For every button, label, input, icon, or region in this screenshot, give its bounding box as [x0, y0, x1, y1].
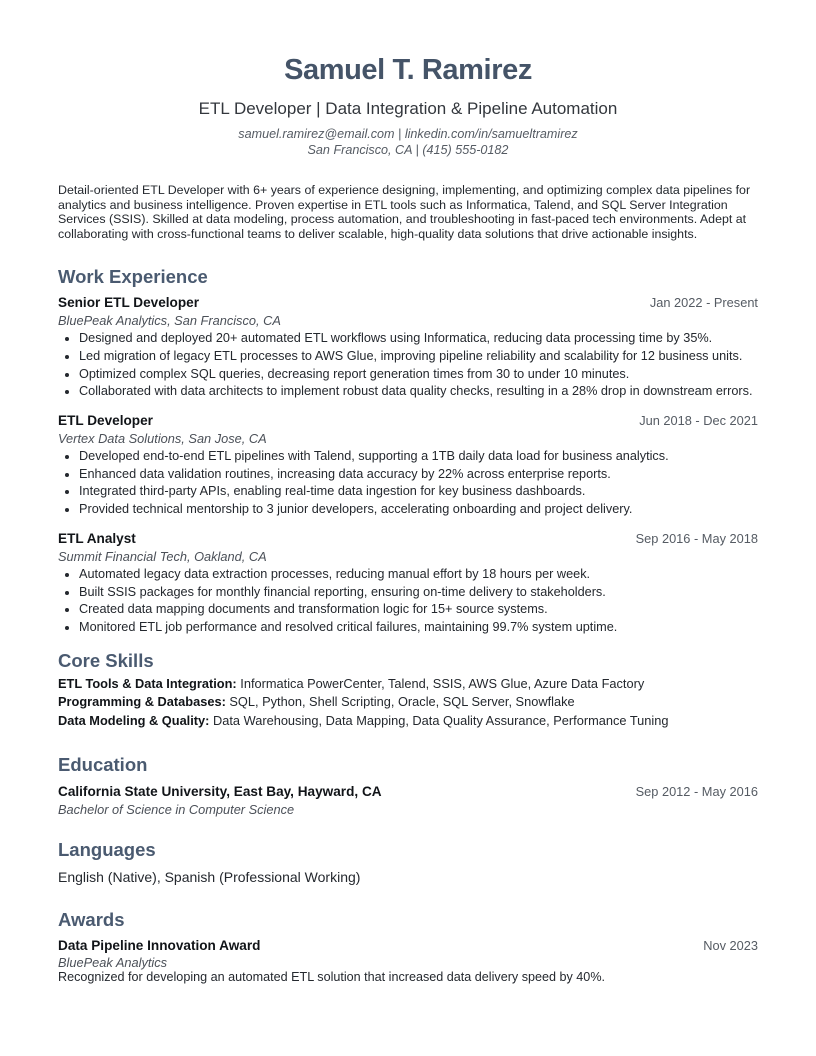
- award-organization: BluePeak Analytics: [58, 954, 168, 970]
- award-name: Data Pipeline Innovation Award: [58, 937, 261, 953]
- job-bullet: • Enhanced data validation routines, increasing data accuracy by 22% across enterprise reports.: [79, 467, 758, 482]
- job-bullets: [58, 449, 758, 517]
- skill-row: [58, 693, 758, 712]
- skill-label: ETL Tools & Data Integration:: [58, 675, 237, 691]
- job-bullet: • Provided technical mentorship to 3 junior developers, accelerating onboarding and project delivery.: [79, 502, 758, 517]
- job-entry: [58, 412, 758, 517]
- professional-summary: Detail-oriented ETL Developer with 6+ years of experience designing, implementing, and optimizing complex data pipelines for analytics and business intelligence. Proven expertise in ETL tools such as Informatica, Talend, and SQL Server Integration Services (SSIS). Skilled at data modeling, process automation, and troubleshooting in fast-paced tech environments. Adept at collaborating with cross-functional teams to deliver scalable, high-quality data solutions that drive actionable insights.: [58, 183, 751, 241]
- job-bullet: • Designed and deployed 20+ automated ETL workflows using Informatica, reducing data processing time by 35%.: [79, 331, 758, 346]
- job-title: ETL Developer: [58, 413, 153, 429]
- skill-value: SQL, Python, Shell Scripting, Oracle, SQL Server, Snowflake: [229, 694, 575, 710]
- skill-label: Data Modeling & Quality:: [58, 712, 210, 728]
- award-description: Recognized for developing an automated ETL solution that increased data delivery speed by 40%.: [58, 969, 606, 984]
- section-title: Awards: [58, 908, 125, 930]
- skill-label: Programming & Databases:: [58, 694, 226, 710]
- education-section: [58, 753, 758, 818]
- job-title: Senior ETL Developer: [58, 295, 200, 311]
- job-company: Vertex Data Solutions, San Jose, CA: [58, 431, 267, 447]
- job-bullet: • Optimized complex SQL queries, decreasing report generation times from 30 to under 10 minutes.: [79, 367, 758, 382]
- degree: Bachelor of Science in Computer Science: [58, 801, 295, 817]
- education-dates: Sep 2012 - May 2016: [635, 783, 758, 799]
- job-bullet: • Created data mapping documents and transformation logic for 15+ source systems.: [79, 602, 758, 617]
- job-bullet: • Integrated third-party APIs, enabling real-time data ingestion for key business dashboards.: [79, 484, 758, 499]
- job-company: Summit Financial Tech, Oakland, CA: [58, 548, 267, 564]
- award-date: Nov 2023: [703, 937, 758, 953]
- skill-row: [58, 712, 758, 731]
- languages-section: [58, 838, 758, 886]
- job-title: ETL Analyst: [58, 530, 136, 546]
- job-bullets: [58, 331, 758, 399]
- job-dates: Jun 2018 - Dec 2021: [639, 413, 758, 429]
- section-title: Core Skills: [58, 649, 154, 671]
- candidate-name: Samuel T. Ramirez: [284, 54, 532, 86]
- job-bullet: • Developed end-to-end ETL pipelines with Talend, supporting a 1TB daily data load for business analytics.: [79, 449, 758, 464]
- job-bullet: • Led migration of legacy ETL processes to AWS Glue, improving pipeline reliability and scalability for 12 business units.: [79, 349, 758, 364]
- job-entry: [58, 530, 758, 635]
- skill-value: Informatica PowerCenter, Talend, SSIS, AWS Glue, Azure Data Factory: [240, 675, 645, 691]
- section-title: Languages: [58, 838, 156, 860]
- languages-list: English (Native), Spanish (Professional Working): [58, 868, 361, 885]
- job-bullets: [58, 567, 758, 635]
- resume-page: [58, 52, 758, 985]
- headline: ETL Developer | Data Integration & Pipeline Automation: [198, 99, 618, 118]
- contact-line-location: San Francisco, CA | (415) 555-0182: [307, 143, 509, 157]
- job-bullet: • Built SSIS packages for monthly financial reporting, ensuring on-time delivery to stakeholders.: [79, 585, 758, 600]
- job-company: BluePeak Analytics, San Francisco, CA: [58, 313, 281, 329]
- job-bullet: • Monitored ETL job performance and resolved critical failures, maintaining 99.7% system uptime.: [79, 620, 758, 635]
- school-name: California State University, East Bay, Hayward, CA: [58, 783, 382, 799]
- job-bullet: • Collaborated with data architects to implement robust data quality checks, resulting in a 28% drop in downstream errors.: [79, 384, 758, 399]
- job-bullet: • Automated legacy data extraction processes, reducing manual effort by 18 hours per week.: [79, 567, 758, 582]
- job-entry: [58, 294, 758, 399]
- contact-line-email: samuel.ramirez@email.com | linkedin.com/in/samueltramirez: [238, 127, 578, 141]
- core-skills-section: [58, 649, 758, 731]
- job-dates: Sep 2016 - May 2018: [635, 530, 758, 546]
- skill-value: Data Warehousing, Data Mapping, Data Quality Assurance, Performance Tuning: [213, 712, 669, 728]
- section-title: Work Experience: [58, 266, 208, 288]
- job-dates: Jan 2022 - Present: [649, 295, 758, 311]
- work-experience-section: [58, 265, 758, 634]
- skill-row: [58, 675, 758, 694]
- section-title: Education: [58, 753, 148, 775]
- awards-section: [58, 908, 758, 985]
